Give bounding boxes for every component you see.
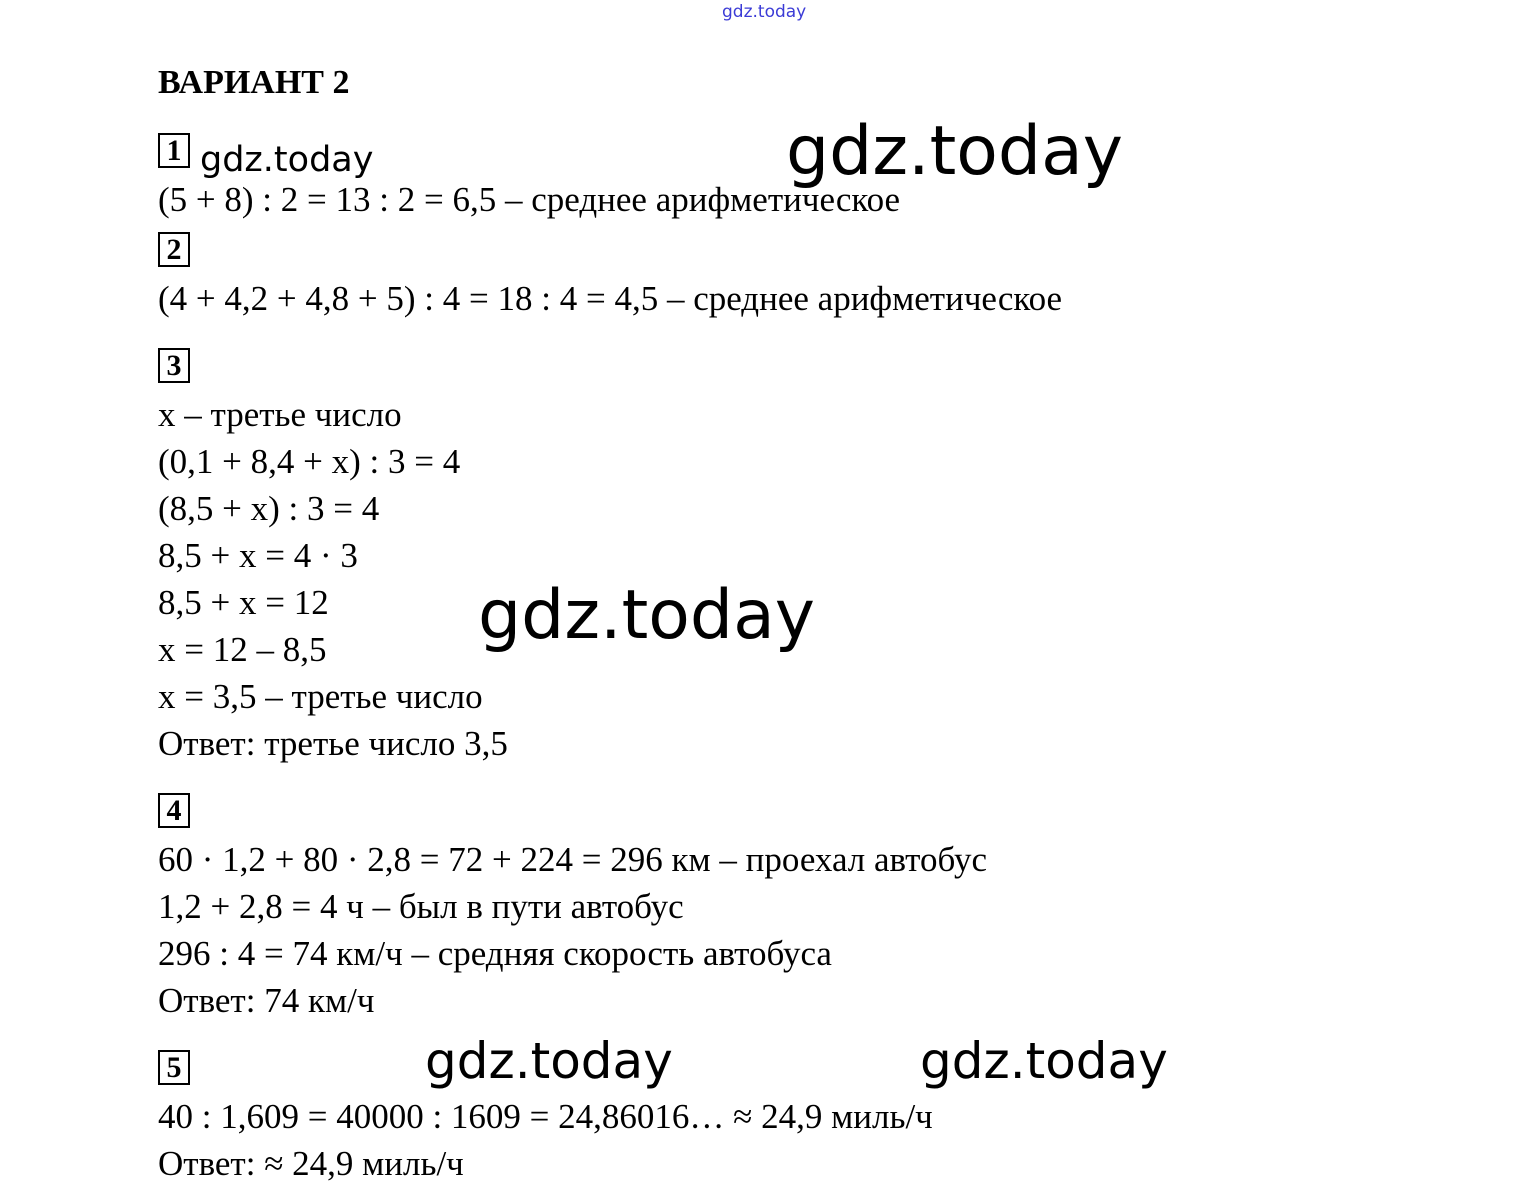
- task-4-line-3: 296 : 4 = 74 км/ч – средняя скорость автобуса: [158, 934, 832, 973]
- task-1-line-1: (5 + 8) : 2 = 13 : 2 = 6,5 – среднее арифметическое: [158, 180, 901, 219]
- task-4-answer: Ответ: 74 км/ч: [158, 981, 375, 1020]
- task-number-3: 3: [158, 348, 190, 383]
- watermark-bottom-right: gdz.today: [920, 1032, 1168, 1090]
- task-3-line-1: х – третье число: [158, 395, 402, 434]
- watermark-large: gdz.today: [786, 112, 1123, 191]
- task-3-line-6: х = 12 – 8,5: [158, 630, 327, 669]
- task-5-line-1: 40 : 1,609 = 40000 : 1609 = 24,86016… ≈ 24,9 миль/ч: [158, 1097, 933, 1136]
- watermark-top: gdz.today: [722, 2, 807, 22]
- task-number-1: 1: [158, 133, 190, 168]
- task-number-4: 4: [158, 793, 190, 828]
- watermark-small: gdz.today: [200, 140, 374, 180]
- task-3-line-4: 8,5 + х = 4 · 3: [158, 536, 358, 575]
- page-title: ВАРИАНТ 2: [158, 64, 350, 101]
- task-number-5: 5: [158, 1050, 190, 1085]
- task-3-line-3: (8,5 + х) : 3 = 4: [158, 489, 380, 528]
- task-4-line-2: 1,2 + 2,8 = 4 ч – был в пути автобус: [158, 887, 684, 926]
- task-number-2: 2: [158, 232, 190, 267]
- task-5-answer: Ответ: ≈ 24,9 миль/ч: [158, 1144, 464, 1183]
- task-3-line-5: 8,5 + х = 12: [158, 583, 329, 622]
- watermark-middle: gdz.today: [478, 576, 815, 655]
- task-4-line-1: 60 · 1,2 + 80 · 2,8 = 72 + 224 = 296 км – проехал автобус: [158, 840, 988, 879]
- task-3-answer: Ответ: третье число 3,5: [158, 724, 508, 763]
- task-2-line-1: (4 + 4,2 + 4,8 + 5) : 4 = 18 : 4 = 4,5 – среднее арифметическое: [158, 279, 1063, 318]
- task-3-line-7: х = 3,5 – третье число: [158, 677, 483, 716]
- watermark-bottom-left: gdz.today: [425, 1032, 673, 1090]
- task-3-line-2: (0,1 + 8,4 + х) : 3 = 4: [158, 442, 461, 481]
